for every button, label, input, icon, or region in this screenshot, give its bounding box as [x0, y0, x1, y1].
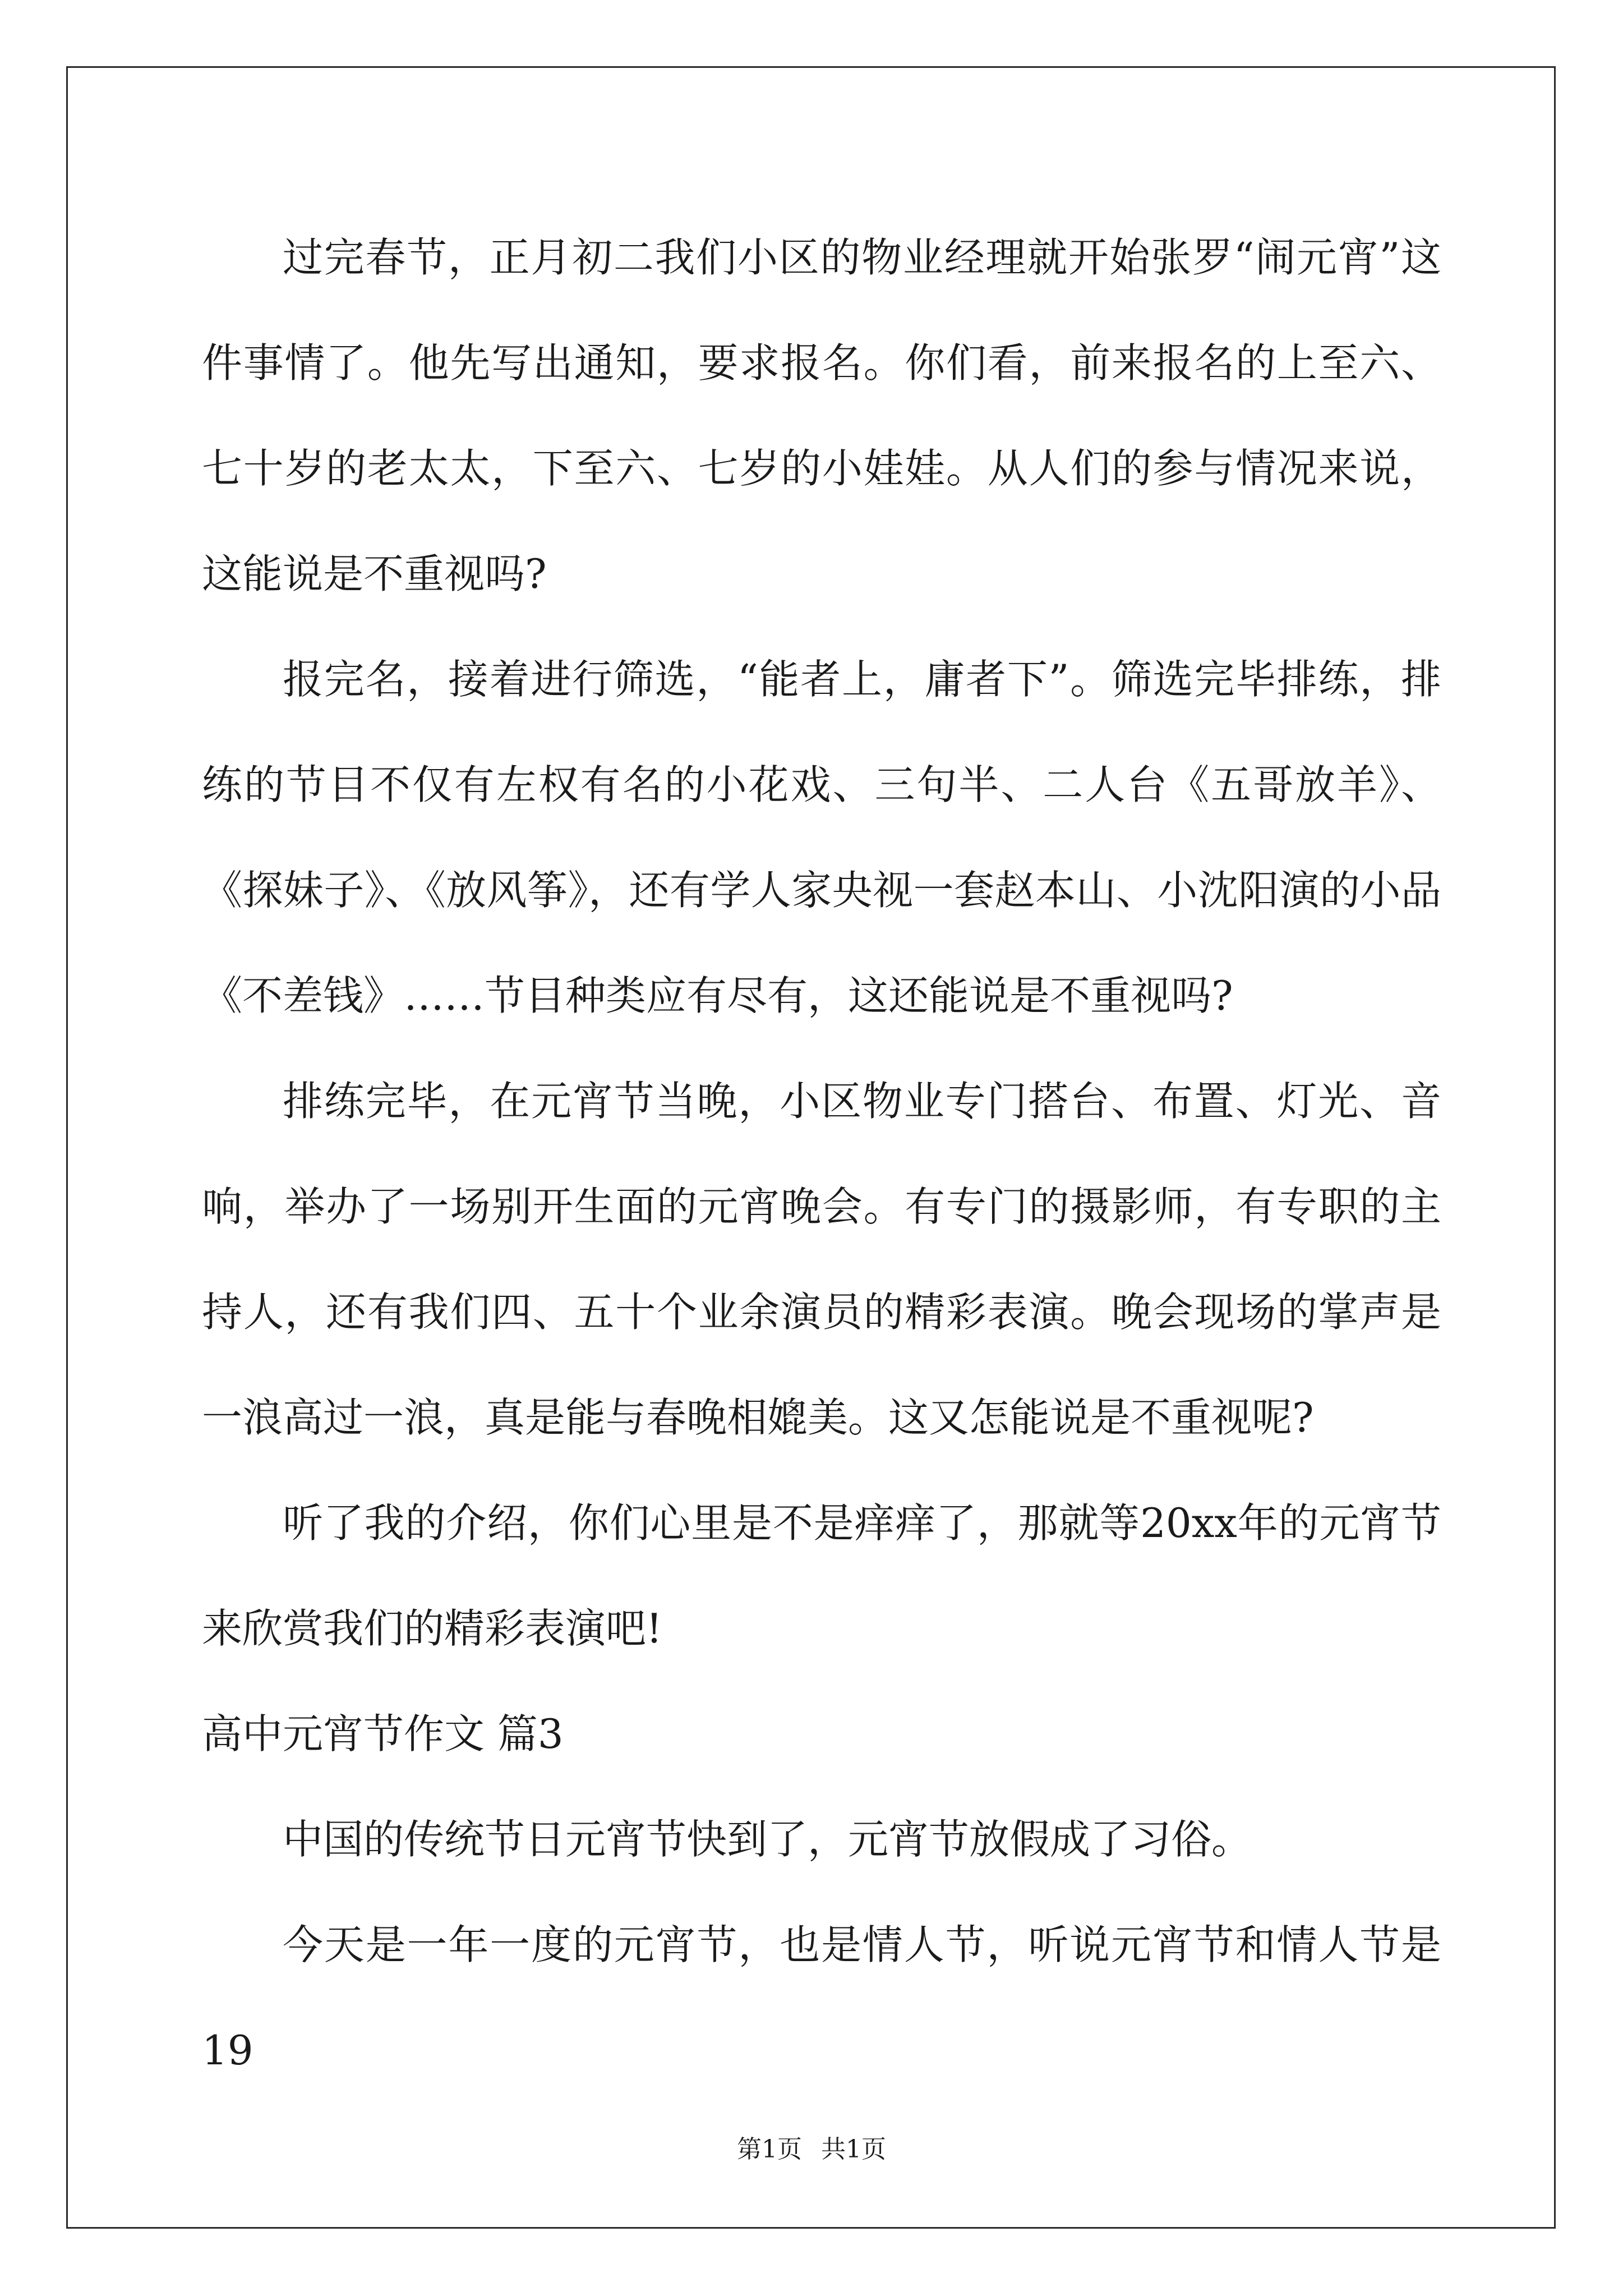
page-footer: [0, 2129, 1623, 2165]
paragraph-3: 排练完毕，在元宵节当晚，小区物业专门搭台、布置、灯光、音响，举办了一场别开生面的元宵晚会。有专门的摄影师，有专职的主持人，还有我们四、五十个业余演员的精彩表演。晚会现场的掌声是一浪高过一浪，真是能与春晚相媲美。这又怎能说是不重视呢?: [202, 1078, 1441, 1441]
page-number: 第1页: [737, 2135, 802, 2164]
paragraph-4: 听了我的介绍，你们心里是不是痒痒了，那就等20xx年的元宵节来欣赏我们的精彩表演吧!: [202, 1499, 1441, 1652]
page-total: 共1页: [821, 2135, 886, 2164]
document-body: [202, 205, 1441, 2103]
section-heading: 高中元宵节作文 篇3: [202, 1710, 564, 1757]
paragraph-2: 报完名，接着进行筛选，“能者上，庸者下”。筛选完毕排练，排练的节目不仅有左权有名的小花戏、三句半、二人台《五哥放羊》、《探妹子》、《放风筝》，还有学人家央视一套赵本山、小沈阳演的小品《不差钱》……节目种类应有尽有，这还能说是不重视吗?: [202, 656, 1441, 1019]
paragraph-1: 过完春节，正月初二我们小区的物业经理就开始张罗“闹元宵”这件事情了。他先写出通知，要求报名。你们看，前来报名的上至六、七十岁的老太太，下至六、七岁的小娃娃。从人们的参与情况来说，这能说是不重视吗?: [202, 234, 1441, 597]
paragraph-5: 中国的传统节日元宵节快到了，元宵节放假成了习俗。: [283, 1816, 1252, 1863]
paragraph-6: 今天是一年一度的元宵节，也是情人节，听说元宵节和情人节是19: [202, 1921, 1441, 2074]
